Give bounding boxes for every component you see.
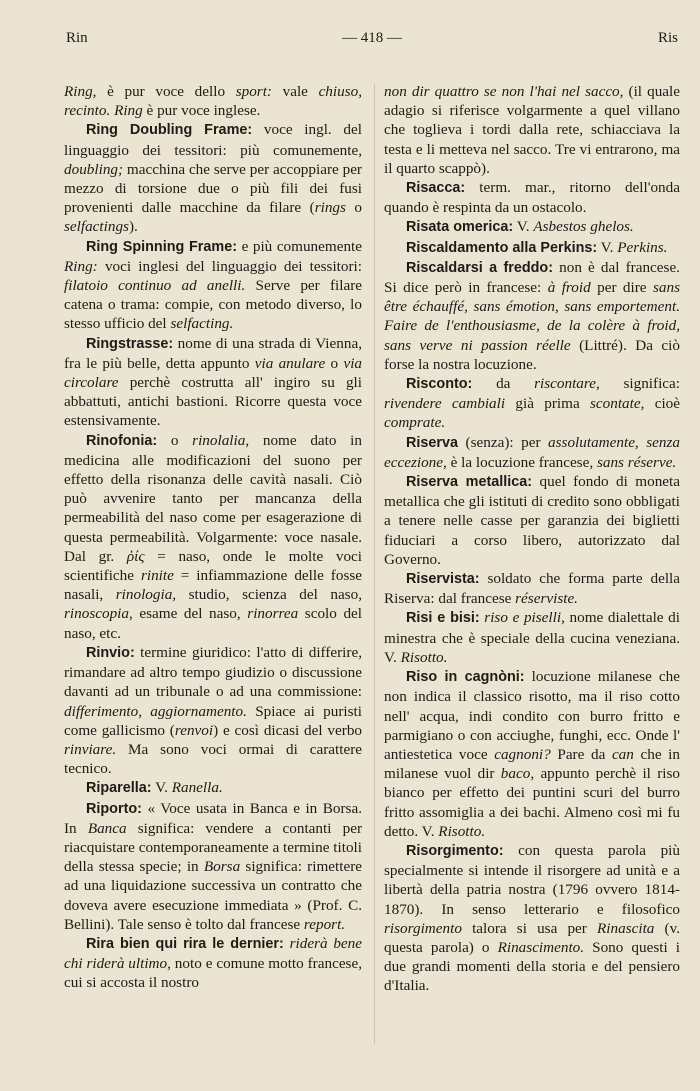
entry-text: = naso, onde le molte voci scientifiche: [64, 547, 363, 585]
entry-text: scolo del naso, etc.: [64, 605, 362, 642]
entry-italic-text: sans réserve.: [596, 453, 677, 471]
entry-text: Pare da: [550, 745, 612, 763]
entry-text: quel fondo di moneta metallica che gli istituti di credito sono obbligati a tenere nelle casse per garanzia dei biglietti fiduciari a corso libero, autorizzato dal Governo.: [384, 473, 680, 568]
entry-text: cioè: [644, 395, 681, 413]
entry-headword: Risata omerica:: [406, 219, 514, 236]
dictionary-entry-risconto: [384, 374, 680, 433]
dictionary-entry-riso-in-cagnoni: [384, 667, 680, 841]
entry-text: term. mar., ritorno dell'onda quando è respinta da un ostacolo.: [384, 179, 680, 217]
dictionary-entry-rira-cont: [384, 82, 680, 178]
entry-text: o: [325, 354, 344, 372]
entry-italic-text: non dir quattro se non l'hai nel sacco,: [384, 83, 624, 100]
entry-italic-text: filatoio continuo ad anelli.: [64, 277, 246, 295]
entry-italic-text: scontate,: [589, 395, 645, 413]
entry-headword: Rinofonia:: [86, 432, 158, 449]
entry-italic-text: riderà bene chi riderà ultimo,: [64, 934, 363, 973]
entry-headword: Risacca:: [406, 180, 466, 197]
entry-text: esame del naso,: [132, 605, 248, 623]
entry-headword: Riscaldamento alla Perkins:: [406, 239, 598, 256]
column-divider: [374, 84, 375, 1044]
entry-headword: Risi e bisi:: [406, 610, 480, 627]
entry-headword: Riserva metallica:: [406, 474, 533, 491]
entry-text: per dire: [590, 279, 653, 297]
entry-italic-text: Risotto.: [400, 648, 448, 666]
entry-text: vale: [271, 83, 319, 100]
entry-italic-text: Ranella.: [171, 779, 223, 797]
entry-italic-text: rinolalia,: [192, 431, 250, 449]
entry-italic-text: rings: [314, 199, 346, 217]
entry-text: con questa parola più specialmente si intende il risorgere ad unità e a libertà della patria nostra (1796 ovvero 1814-1870). In senso letterario e filosofico: [384, 841, 680, 918]
entry-italic-text: sport:: [235, 83, 272, 100]
entry-italic-text: cagnoni?: [494, 745, 551, 763]
dictionary-entry-riserva-metallica: [384, 472, 680, 569]
entry-italic-text: chiuso, recinto.: [64, 83, 363, 120]
entry-text: soldato che forma parte della Riserva: dal francese: [384, 570, 680, 608]
entry-text: Ma sono voci ormai di carattere tecnico.: [64, 740, 362, 778]
entry-headword: Risorgimento:: [406, 842, 504, 859]
entry-headword: Risconto:: [406, 376, 473, 393]
dictionary-entry-ring-spinning-frame: [64, 237, 362, 334]
entry-italic-text: sans être échauffé, sans émotion, sans emportement. Faire de l'enthousiasme, de la colère à froid, sans verve ni passion réelle: [384, 279, 680, 354]
dictionary-entry-ringstrasse: [64, 334, 362, 431]
entry-text: non è dal francese. Si dice però in francese:: [384, 258, 680, 297]
entry-text: (senza): per: [458, 433, 549, 451]
entry-text: Sono questi i due grandi momenti della storia e del pensiero d'Italia.: [384, 938, 680, 995]
dictionary-entry-rinofonia: [64, 431, 362, 643]
entry-text: significa: rimettere ad una liquidazione successiva un contratto che doveva avere esecuzione immediata » (Prof. C. Bellini). Tale senso è tolto dal francese: [64, 858, 362, 933]
dictionary-entry-rinvio: [64, 643, 362, 778]
entry-italic-text: differimento, aggiornamento.: [64, 702, 247, 720]
dictionary-entry-riserva: [384, 433, 680, 472]
entry-headword: Riparella:: [86, 780, 152, 797]
entry-text: e più comunemente: [237, 237, 362, 255]
entry-text: Serve per filare catena o trama: compie, con metodo diverso, lo stesso ufficio del: [64, 277, 362, 333]
entry-italic-text: Rinascimento.: [497, 938, 585, 956]
entry-text: locuzione milanese che non indica il classico risotto, ma il riso cotto nell' acqua, indi condito con burro fritto e parmigiano o con acciughe, funghi, ecc. Onde l' antiestetica voce: [384, 668, 680, 763]
entry-headword: Riporto:: [86, 800, 142, 817]
entry-text: nome dialettale di minestra che è speciale della cucina veneziana. V.: [384, 609, 680, 666]
entry-italic-text: Ring: [114, 102, 143, 120]
entry-italic-text: à froid: [547, 279, 591, 297]
dictionary-entry-riporto: [64, 799, 362, 934]
dictionary-entry-riservista: [384, 569, 680, 608]
dictionary-entry-ring-cont: [64, 82, 362, 120]
entry-text: talora si usa per: [461, 919, 598, 937]
entry-italic-text: rinviare.: [64, 740, 117, 758]
entry-text: da: [472, 375, 535, 393]
entry-text: o: [157, 431, 193, 449]
entry-text: voce ingl. del linguaggio dei tessitori: più comunemente,: [64, 121, 362, 159]
dictionary-entry-risata-omerica: [384, 217, 680, 237]
entry-italic-text: comprate.: [384, 414, 446, 432]
entry-italic-text: ῥίς: [126, 547, 145, 565]
entry-text: noto e comune motto francese, cui si accosta il nostro: [64, 955, 363, 992]
entry-headword: Riservista:: [406, 571, 480, 588]
entry-text: appunto perchè il riso bianco per effetto dei puntini scuri del burro fritto assomiglia a dei bachi. Almeno così mi fu detto. V.: [384, 765, 680, 840]
entry-text: nome dato in medicina alle modificazioni del suono per effetto della risonanza delle cavità nasali. Ciò può avvenire tanto per mancanza della permeabilità del naso come per esagerazione di questa permeabilità. Volgarmente: voce nasale. Dal gr.: [64, 431, 362, 565]
header-first-word: Rin: [66, 30, 88, 46]
entry-italic-text: Asbestos ghelos.: [533, 218, 634, 236]
entry-text: è la locuzione francese,: [446, 453, 597, 471]
entry-italic-text: riso e piselli,: [484, 609, 565, 627]
entry-text: già prima: [505, 395, 590, 413]
entry-italic-text: baco,: [500, 765, 535, 783]
entry-italic-text: renvoi: [174, 721, 214, 739]
entry-text: (v. questa parola) o: [384, 919, 681, 956]
entry-text: « Voce usata in Banca e in Borsa. In: [64, 799, 362, 837]
entry-headword: Ring Doubling Frame:: [86, 122, 253, 139]
entry-text: che in milanese vuol dir: [384, 745, 681, 783]
entry-text: significa: vendere a contanti per riacquistare contemporaneamente a termine titoli della stessa specie; in: [64, 819, 362, 876]
entry-headword: Rinvio:: [86, 644, 135, 661]
entry-italic-text: risorgimento: [384, 919, 462, 937]
entry-italic-text: rivendere cambiali: [384, 395, 506, 413]
entry-italic-text: report.: [303, 915, 346, 933]
dictionary-entry-risacca: [384, 178, 680, 217]
entry-text: o: [345, 199, 363, 217]
entry-italic-text: via circolare: [64, 354, 363, 392]
entry-text: (Littré). Da ciò forse la nostra locuzione.: [384, 336, 680, 373]
entry-italic-text: rinite: [140, 567, 174, 585]
right-column: [384, 82, 680, 996]
entry-headword: Riso in cagnòni:: [406, 669, 525, 686]
entry-text: significa:: [599, 375, 680, 393]
dictionary-entry-riscaldarsi: [384, 258, 680, 374]
entry-italic-text: rinorrea: [247, 605, 299, 623]
entry-italic-text: can: [611, 745, 634, 763]
entry-text: termine giuridico: l'atto di differire, rimandare ad altro tempo giudizio o discussione davanti ad un tribunale o ad una commissione:: [64, 643, 362, 701]
entry-italic-text: via anulare: [254, 354, 326, 372]
entry-headword: Ringstrasse:: [86, 335, 174, 352]
dictionary-entry-risorgimento: [384, 841, 680, 996]
entry-italic-text: rinologia,: [115, 586, 177, 604]
entry-italic-text: Ring:: [64, 257, 98, 275]
left-column: [64, 82, 362, 993]
entry-text: ).: [128, 218, 138, 236]
page-number: — 418 —: [342, 30, 402, 46]
entry-italic-text: Risotto.: [438, 822, 486, 840]
entry-text: V.: [513, 218, 534, 236]
dictionary-entry-ring-doubling-frame: [64, 120, 362, 236]
dictionary-entry-riscaldamento: [384, 238, 680, 258]
entry-text: ) e così dicasi del verbo: [213, 721, 363, 739]
entry-text: voci inglesi del linguaggio dei tessitori:: [97, 257, 362, 275]
entry-italic-text: selfacting.: [170, 315, 234, 333]
entry-text: V.: [151, 779, 172, 797]
entry-italic-text: rinoscopia,: [64, 605, 133, 623]
entry-italic-text: Ring,: [64, 83, 97, 100]
dictionary-entry-risi-e-bisi: [384, 608, 680, 667]
entry-text: (il quale adagio si riferisce volgarmente a quel villano che toglieva i tordi dalla rete, schiacciava la testa e li metteva nel sacco. Tre vi entrarono, ma il quarto scappò).: [384, 83, 680, 177]
entry-italic-text: riscontare,: [534, 375, 600, 393]
entry-text: è pur voce dello: [96, 83, 236, 100]
entry-text: = infiammazione delle fosse nasali,: [64, 567, 363, 604]
entry-italic-text: Banca: [87, 819, 127, 837]
entry-text: studio, scienza del naso,: [176, 586, 362, 604]
entry-headword: Riserva: [406, 434, 459, 451]
entry-text: Spiace ai puristi come gallicismo (: [64, 702, 362, 739]
entry-italic-text: Perkins.: [617, 238, 668, 256]
entry-text: è pur voce inglese.: [142, 102, 261, 120]
entry-italic-text: doubling;: [64, 160, 124, 178]
dictionary-entry-riparella: [64, 778, 362, 798]
entry-italic-text: Borsa: [203, 858, 241, 876]
entry-italic-text: réserviste.: [515, 590, 578, 608]
entry-headword: Ring Spinning Frame:: [86, 238, 238, 255]
entry-headword: Rira bien qui rira le dernier:: [86, 935, 284, 952]
dictionary-entry-rira-bien: [64, 934, 362, 993]
running-header: [66, 30, 678, 54]
entry-headword: Riscaldarsi a freddo:: [406, 259, 554, 276]
header-last-word: Ris: [657, 30, 678, 46]
entry-text: perchè costrutta all' ingiro su gli abbattuti, antichi bastioni. Ricorre questa voce estensivamente.: [64, 374, 362, 430]
entry-text: V.: [597, 238, 618, 256]
entry-italic-text: selfactings: [64, 218, 129, 236]
entry-italic-text: Rinascita: [597, 919, 655, 937]
entry-italic-text: assolutamente, senza eccezione,: [384, 433, 680, 471]
entry-text: nome di una strada di Vienna, fra le più belle, detta appunto: [64, 334, 362, 372]
entry-text: macchina che serve per accoppiare per mezzo di torsione due o più fili dei fusi provenienti dalle macchine da filare (: [64, 160, 362, 217]
